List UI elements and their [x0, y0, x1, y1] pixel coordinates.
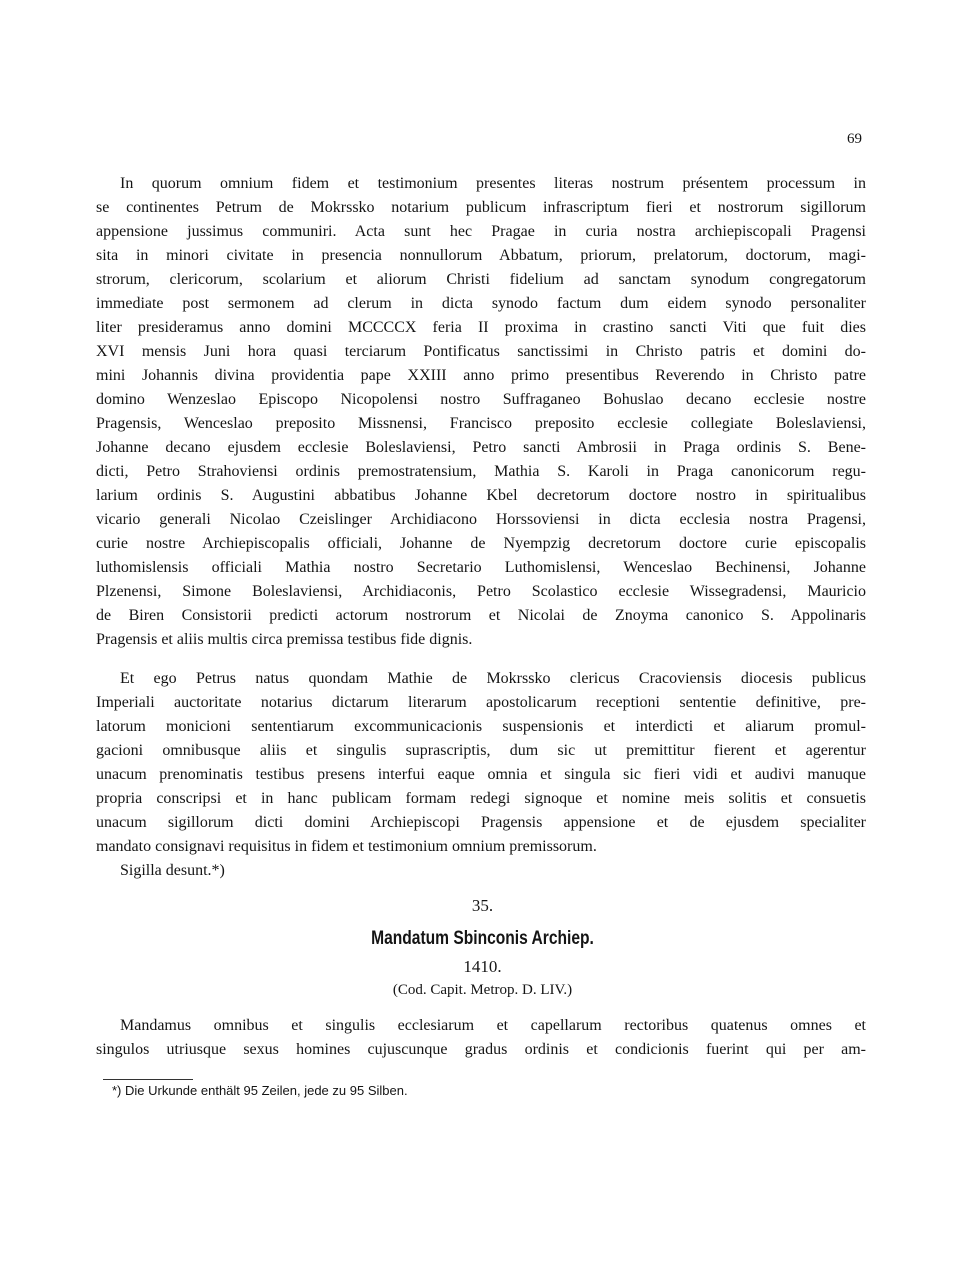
- text-line: singulos utriusque sexus homines cujuscunque gradus ordinis et condicionis fuerint qui per am-: [96, 1041, 866, 1058]
- text-line: vicario generali Nicolao Czeislinger Archidiacono Horssoviensi in dicta ecclesia nostra Pragensi,: [96, 511, 866, 528]
- text-line: strorum, clericorum, scolarium et aliorum Christi fidelium ad sanctam synodum congregatorum: [96, 271, 866, 288]
- document-title: Mandatum Sbinconis Archiep.: [371, 928, 594, 949]
- text-line: Imperiali auctoritate notarius dictarum literarum apostolicarum receptioni sententie definitive, pre-: [96, 694, 866, 711]
- text-line: XVI mensis Juni hora quasi terciarum Pontificatus sanctissimi in Christo patris et domini do-: [96, 343, 866, 360]
- text-line: Johanne decano ejusdem ecclesie Boleslaviensi, Petro sancti Ambrosii in Praga ordinis S. Bene-: [96, 439, 866, 456]
- text-line: Mandamus omnibus et singulis ecclesiarum et capellarum rectoribus quatenus omnes et: [120, 1017, 866, 1034]
- footnote-rule: [103, 1079, 193, 1080]
- text-line: Pragensis, Wenceslao preposito Missnensi, Francisco preposito ecclesie collegiate Boleslaviensi,: [96, 415, 866, 432]
- text-line: luthomislensis officiali Mathia nostro Secretario Luthomislensi, Wenceslao Bechinensi, Johanne: [96, 559, 866, 576]
- sigilla-note: Sigilla desunt.*): [120, 862, 225, 879]
- text-line: unacum sigillorum dicti domini Archiepiscopi Pragensis appensione et de ejusdem specialiter: [96, 814, 866, 831]
- text-line: domino Wenzeslao Episcopo Nicopolensi nostro Suffraganeo Bohuslao decano ecclesie nostre: [96, 391, 866, 408]
- paragraph-notary: [96, 667, 866, 883]
- text-line: de Biren Consistorii predicti actorum nostrorum et Nicolai de Znoyma canonico S. Appolinaris: [96, 607, 866, 624]
- paragraph-attestation: [96, 172, 866, 652]
- text-line: In quorum omnium fidem et testimonium presentes literas nostrum présentem processum in: [120, 175, 866, 192]
- text-line: mandato consignavi requisitus in fidem et testimonium omnium premissorum.: [96, 838, 597, 855]
- text-line: mini Johannis divina providentia pape XXIII anno primo presentibus Reverendo in Christo patre: [96, 367, 866, 384]
- text-line: curie nostre Archiepiscopalis officiali, Johanne de Nyempzig decretorum doctore curie episcopalis: [96, 535, 866, 552]
- text-line: gacioni omnibusque aliis et singulis suprascriptis, dum sic ut premittitur fierent et agerentur: [96, 742, 866, 759]
- text-line: appensione jussimus communiri. Acta sunt hec Pragae in curia nostra archiepiscopali Pragensi: [96, 223, 866, 240]
- text-line: unacum prenominatis testibus presens interfui eaque omnia et singula sic fieri vidi et audivi manuque: [96, 766, 866, 783]
- document-year: 1410.: [463, 957, 502, 976]
- text-line: dicti, Petro Strahoviensi ordinis premostratensium, Mathia S. Karoli in Praga canonicorum regu-: [96, 463, 866, 480]
- paragraph-mandate: [96, 1014, 866, 1062]
- footnote: *) Die Urkunde enthält 95 Zeilen, jede zu 95 Silben.: [112, 1083, 408, 1098]
- text-line: immediate post sermonem ad clerum in dicta synodo factum dum eidem synodo personaliter: [96, 295, 866, 312]
- text-line: sita in minori civitate in presencia nonnullorum Abbatum, priorum, prelatorum, doctorum, magi-: [96, 247, 866, 264]
- text-line: propria conscripsi et in hanc publicam formam redegi signoque et nomine meis solitis et consuetis: [96, 790, 866, 807]
- text-line: Plzenensi, Simone Boleslaviensi, Archidiaconis, Petro Scolastico ecclesie Wissegradensi, Mauricio: [96, 583, 866, 600]
- text-line: latorum monicioni sententiarum excommunicacionis suspensionis et interdicti et aliarum promul-: [96, 718, 866, 735]
- text-line: larium ordinis S. Augustini abbatibus Johanne Kbel decretorum doctore nostro in spiritualibus: [96, 487, 866, 504]
- text-line: liter presideramus anno domini MCCCCX feria II proxima in crastino sancti Viti que fuit dies: [96, 319, 866, 336]
- text-line: Pragensis et aliis multis circa premissa testibus fide dignis.: [96, 631, 473, 648]
- page-number: 69: [847, 131, 862, 147]
- text-line: se continentes Petrum de Mokrssko notarium publicum infrascriptum fieri et nostrorum sigillorum: [96, 199, 866, 216]
- document-source: (Cod. Capit. Metrop. D. LIV.): [392, 982, 573, 998]
- text-line: Et ego Petrus natus quondam Mathie de Mokrssko clericus Cracoviensis diocesis publicus: [120, 670, 866, 687]
- document-number: 35.: [471, 896, 494, 915]
